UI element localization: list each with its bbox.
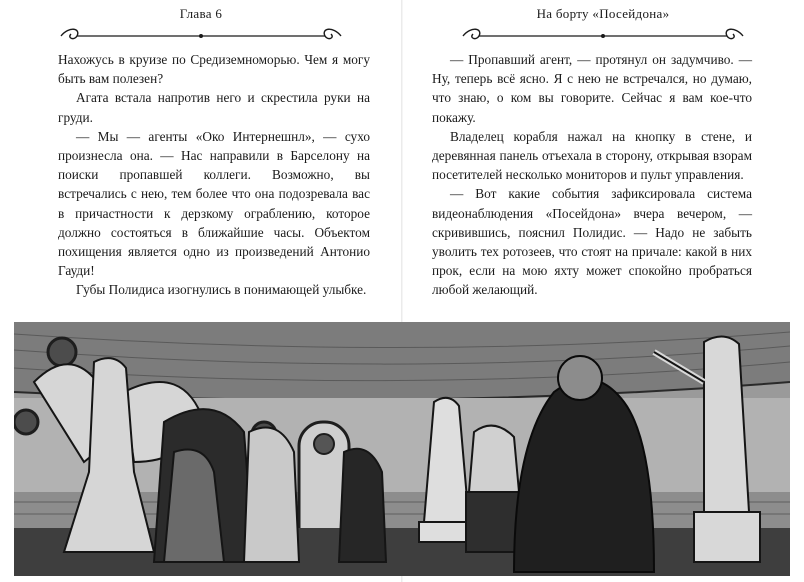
warrior-bust [466,426,522,552]
left-head-ornament [51,22,351,44]
right-page [402,0,804,318]
paragraph: — Мы — агенты «Око Интернешнл», — сухо произнесла она. — Нас направили в Барселону на поиски пропавшей коллеги. Возможно, вы встречались с нею, тем более что она подозревала вас в причастности к дерзкому ограблению, которое должно состояться в ближайшие часы. Объектом похищения является одно из произведений Антонио Гауди! [58,128,370,279]
left-running-head: Глава 6 [179,6,223,21]
right-running-head: На борту «Посейдона» [536,6,670,21]
left-text-block [58,50,370,300]
paragraph: Агата встала напротив него и скрестила руки на груди. [58,90,370,125]
paragraph: — Пропавший агент, — протянул он задумчиво. — Ну, теперь всё ясно. Я с нею не встречался, но думаю, что знаю, о ком вы говорите. Сейчас я вам кое-что покажу. [432,52,752,125]
right-head-ornament [453,22,753,44]
paragraph: — Вот какие события зафиксировала система видеонаблюдения «Посейдона» вчера вечером, — скривившись, пояснил Полидис. — Надо не забыть уволить тех ротозеев, что стоят на причале: какой в них прок, если на мою яхту может спокойно пробраться любой желающий. [432,186,752,298]
right-text-block [432,50,752,300]
left-page [0,0,402,318]
paragraph: Владелец корабля нажал на кнопку в стене, и деревянная панель отъехала в сторону, открывая взорам посетителей несколько мониторов и пульт управления. [432,128,752,183]
paragraph: Нахожусь в круизе по Средиземноморью. Чем я могу быть вам полезен? [58,52,370,87]
paragraph: Губы Полидиса изогнулись в понимающей улыбке. [76,282,367,298]
ship-gallery-illustration [14,322,790,576]
